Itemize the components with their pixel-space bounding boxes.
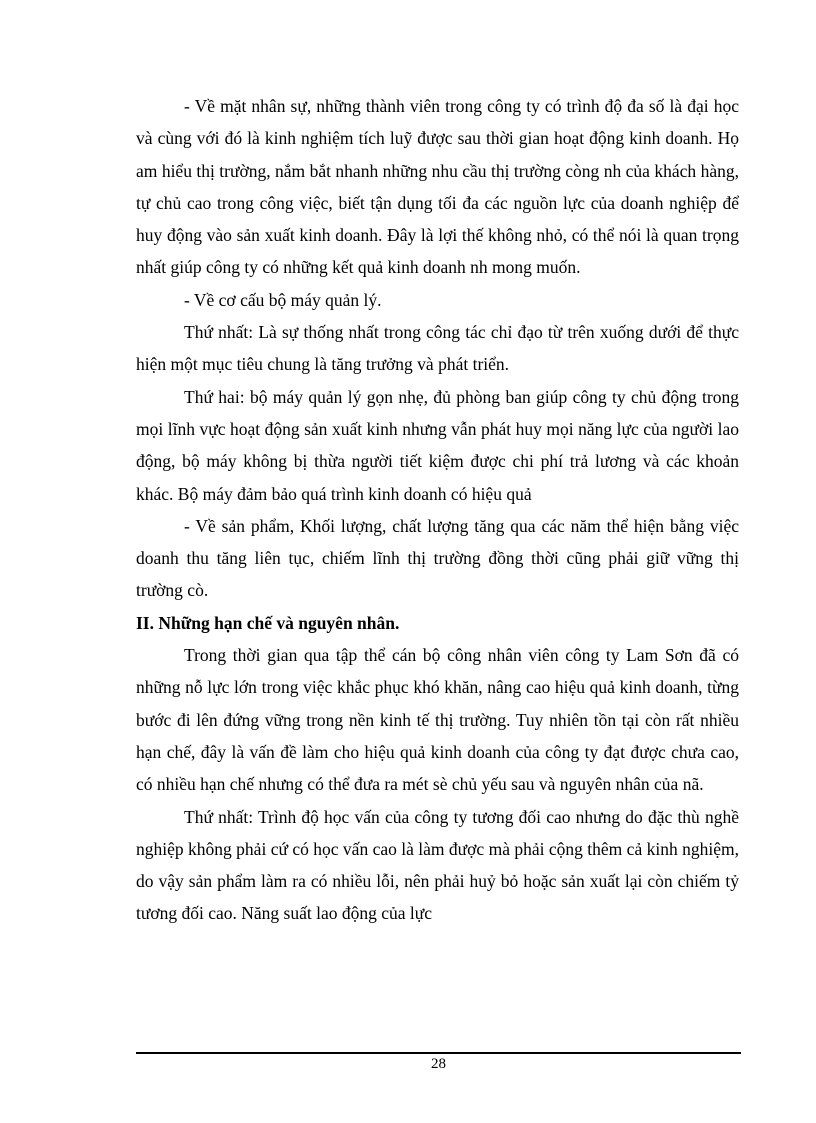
paragraph-second-point: Thứ hai: bộ máy quản lý gọn nhẹ, đủ phòng ban giúp công ty chủ động trong mọi lĩnh vực hoạt động sản xuất kinh nhưng vẫn phát huy mọi năng lực của người lao động, bộ máy không bị thừa người tiết kiệm được chi phí trả lương và các khoản khác. Bộ máy đảm bảo quá trình kinh doanh có hiệu quả — [136, 386, 739, 504]
section-heading: II. Những hạn chế và nguyên nhân. — [136, 612, 400, 633]
paragraph-first-limitation: Thứ nhất: Trình độ học vấn của công ty tương đối cao nhưng do đặc thù nghề nghiệp không phải cứ có học vấn cao là làm được mà phải cộng thêm cả kinh nghiệm, do vậy sản phẩm làm ra có nhiều lỗi, nên phải huỷ bỏ hoặc sản xuất lại còn chiếm tỷ tương đối cao. Năng suất lao động của lực — [136, 806, 739, 924]
paragraph-products: - Về sản phẩm, Khối lượng, chất lượng tăng qua các năm thể hiện bằng việc doanh thu tăng liên tục, chiếm lĩnh thị trường đồng thời cũng phải giữ vững thị trường cò. — [136, 515, 739, 601]
paragraph-personnel: - Về mặt nhân sự, những thành viên trong công ty có trình độ đa số là đại học và cùng với đó là kinh nghiệm tích luỹ được sau thời gian hoạt động kinh doanh. Họ am hiểu thị trường, nắm bắt nhanh những nhu cầu thị trường còng nh của khách hàng, tự chủ cao trong công việc, biết tận dụng tối đa các nguồn lực của doanh nghiệp để huy động vào sản xuất kinh doanh. Đây là lợi thế không nhỏ, có thể nói là quan trọng nhất giúp công ty có những kết quả kinh doanh nh mong muốn. — [136, 96, 739, 278]
paragraph-management-structure: - Về cơ cấu bộ máy quản lý. — [184, 289, 382, 310]
paragraph-first-point: Thứ nhất: Là sự thống nhất trong công tác chỉ đạo từ trên xuống dưới để thực hiện một mục tiêu chung là tăng trưởng và phát triển. — [136, 322, 739, 375]
paragraph-limitations-intro: Trong thời gian qua tập thể cán bộ công nhân viên công ty Lam Sơn đã có những nỗ lực lớn trong việc khắc phục khó khăn, nâng cao hiệu quả kinh doanh, từng bước đi lên đứng vững trong nền kinh tế thị trường. Tuy nhiên tồn tại còn rất nhiều hạn chế, đây là vấn đề làm cho hiệu quả kinh doanh của công ty đạt được chưa cao, có nhiều hạn chế nhưng có thể đưa ra mét sè chủ yếu sau và nguyên nhân của nã. — [136, 645, 739, 795]
document-body — [136, 90, 739, 930]
footer-divider — [136, 1052, 741, 1054]
page-number: 28 — [431, 1056, 446, 1072]
